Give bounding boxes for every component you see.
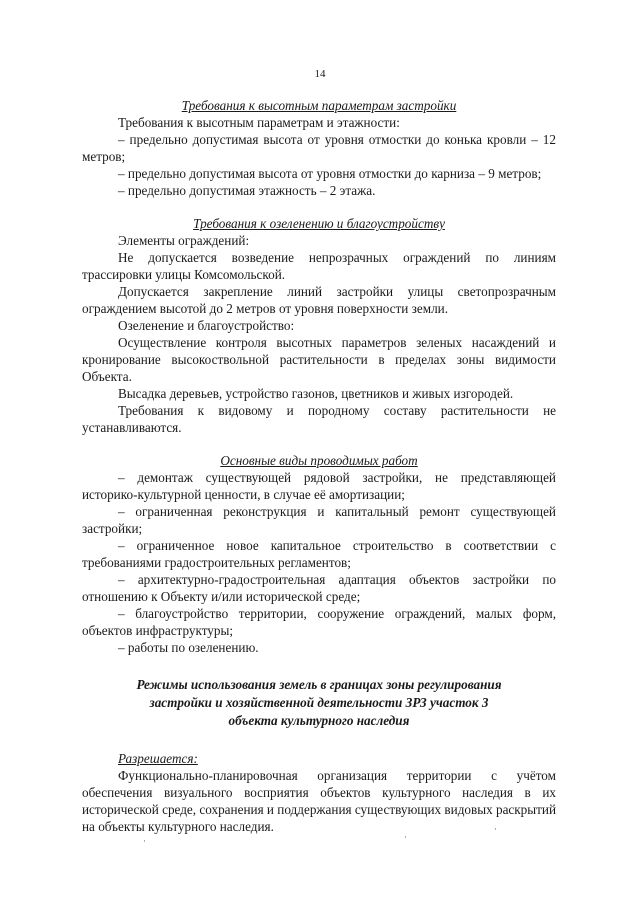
list-item: – работы по озеленению. <box>118 640 259 655</box>
scan-speck: · <box>494 824 497 834</box>
section-heading-height: Требования к высотным параметрам застройки <box>181 98 457 113</box>
paragraph: Осуществление контроля высотных параметров зеленых насаждений и кронирование высокоствольной растительности в пределах зоны видимости Объекта. <box>82 335 556 384</box>
subheading: Озеленение и благоустройство: <box>118 318 295 333</box>
paragraph: Не допускается возведение непрозрачных ограждений по линиям трассировки улицы Комсомольской. <box>82 250 556 282</box>
allowed-label: Разрешается: <box>118 751 198 766</box>
list-item: – предельно допустимая этажность – 2 этажа. <box>118 183 376 198</box>
list-item: – предельно допустимая высота от уровня отмостки до карниза – 9 метров; <box>118 166 542 181</box>
scan-speck: · <box>143 836 146 846</box>
paragraph: Высадка деревьев, устройство газонов, цветников и живых изгородей. <box>118 386 514 401</box>
list-item: – благоустройство территории, сооружение ограждений, малых форм, объектов инфраструктуры; <box>82 606 556 638</box>
paragraph: Функционально-планировочная организация территории с учётом обеспечения визуального восприятия объектов культурного наследия в их исторической среде, сохранения и поддержания существующих видовых раскрытий на объекты культурного наследия. <box>82 768 557 834</box>
zone-title-line: застройки и хозяйственной деятельности ЗРЗ участок 3 <box>149 695 489 710</box>
zone-title-line: объекта культурного наследия <box>228 713 410 728</box>
page-content <box>82 97 556 835</box>
list-item: – ограниченное новое капитальное строительство в соответствии с требованиями градостроительных регламентов; <box>82 538 556 570</box>
page-number: 14 <box>314 68 326 80</box>
paragraph: Требования к высотным параметрам и этажности: <box>118 115 400 130</box>
list-item: – предельно допустимая высота от уровня отмостки до конька кровли – 12 метров; <box>82 132 556 164</box>
list-item: – демонтаж существующей рядовой застройки, не представляющей историко-культурной ценности, в случае её амортизации; <box>82 470 556 502</box>
scan-speck: · <box>404 832 407 842</box>
list-item: – ограниченная реконструкция и капитальный ремонт существующей застройки; <box>82 504 556 536</box>
list-item: – архитектурно-градостроительная адаптация объектов застройки по отношению к Объекту и/или исторической среде; <box>82 572 556 604</box>
zone-title-line: Режимы использования земель в границах зоны регулирования <box>136 677 502 692</box>
section-heading-works: Основные виды проводимых работ <box>220 453 418 468</box>
subheading: Элементы ограждений: <box>118 233 250 248</box>
paragraph: Допускается закрепление линий застройки улицы светопрозрачным ограждением высотой до 2 метров от уровня поверхности земли. <box>82 284 556 316</box>
paragraph: Требования к видовому и породному составу растительности не устанавливаются. <box>82 403 556 435</box>
section-heading-greening: Требования к озеленению и благоустройству <box>193 216 445 231</box>
